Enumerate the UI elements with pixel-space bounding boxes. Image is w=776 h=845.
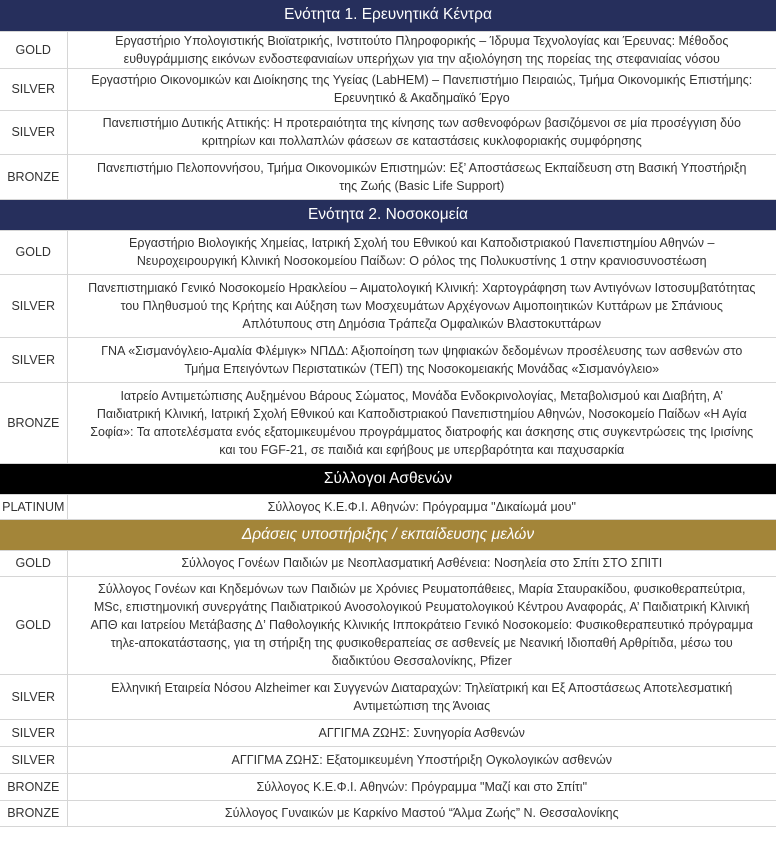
award-description-line: της Ζωής (Basic Life Support): [339, 178, 505, 193]
award-level: BRONZE: [0, 382, 67, 463]
section-header-3: [0, 463, 776, 494]
award-description-line: Αντιμετώπιση της Άνοιας: [353, 698, 491, 713]
award-level: SILVER: [0, 674, 67, 719]
award-description-line: κριτηρίων και πολλαπλών φάσεων σε καταστάσεις κυκλοφοριακής συμφόρησης: [201, 134, 642, 148]
award-description: [67, 154, 776, 199]
award-description: [67, 550, 776, 576]
award-description-line: ΑΠΘ και Ιατρείου Μετάβασης Δ’ Παθολογικής Κλινικής Ιπποκράτειο Γενικό Νοσοκομείο: Φυσικοθεραπευτικό πρόγραμμα: [90, 618, 754, 632]
award-description-line: και του FGF-21, σε παιδιά και εφήβους με υπερβαρότητα και παχυσαρκία: [219, 442, 625, 457]
award-row: [0, 230, 776, 274]
award-description-line: Σύλλογος Γονέων Παιδιών με Νεοπλασματική Ασθένεια: Νοσηλεία στο Σπίτι ΣΤΟ ΣΠΙΤΙ: [181, 556, 663, 570]
section-header-4: [0, 519, 776, 550]
award-level: GOLD: [0, 31, 67, 68]
award-description-line: ΓΝΑ «Σισμανόγλειο-Αμαλία Φλέμιγκ» ΝΠΔΔ: Αξιοποίηση των ψηφιακών δεδομένων προσέλευσης των ασθενών στο: [101, 343, 743, 358]
award-level: SILVER: [0, 719, 67, 746]
award-row: [0, 31, 776, 68]
award-description: [67, 31, 776, 68]
award-description: [67, 746, 776, 773]
award-description-line: MSc, επιστημονική συνεργάτης Παιδιατρικού Ανοσολογικού Ρευματολογικού Κέντρου Αναφοράς, Α’ Παιδιατρική Κλινική: [93, 600, 750, 614]
award-description-line: τηλε-αποκατάστασης, για τη στήριξη της φυσικοθεραπείας σε ασθενείς με Νεανική Ιδιοπαθή Αρθρίτιδα, μέσω του: [110, 636, 733, 650]
award-level: GOLD: [0, 550, 67, 576]
award-row: [0, 773, 776, 800]
award-row: [0, 576, 776, 674]
section-title: Ενότητα 2. Νοσοκομεία: [0, 199, 776, 230]
award-level: BRONZE: [0, 800, 67, 826]
award-description-line: Ελληνική Εταιρεία Νόσου Alzheimer και Συγγενών Διαταραχών: Τηλεϊατρική και Εξ Αποστάσεως Αποτελεσματική: [111, 680, 733, 695]
award-row: [0, 154, 776, 199]
award-level: SILVER: [0, 110, 67, 154]
award-row: [0, 674, 776, 719]
award-level: BRONZE: [0, 154, 67, 199]
award-level: SILVER: [0, 274, 67, 337]
award-level: SILVER: [0, 337, 67, 382]
award-description: [67, 800, 776, 826]
award-row: [0, 382, 776, 463]
section-header-1: [0, 0, 776, 31]
award-level: SILVER: [0, 746, 67, 773]
award-level: SILVER: [0, 68, 67, 110]
award-row: [0, 800, 776, 826]
award-description-line: του Πληθυσμού της Κρήτης και Αύξηση των Μοσχευμάτων Αρχέγονων Αιμοποιητικών Κυττάρων με Σπάνιους: [120, 298, 723, 313]
award-description: [67, 110, 776, 154]
award-description-line: ευθυγράμμισης εικόνων ενδοστεφανιαίων υπερήχων για την αξιολόγηση της πορείας της στεφανιαίας νόσου: [123, 51, 720, 66]
award-level: GOLD: [0, 576, 67, 674]
award-description-line: Σύλλογος Γυναικών με Καρκίνο Μαστού “Άλμα Ζωής” Ν. Θεσσαλονίκης: [224, 806, 619, 820]
award-description: [67, 230, 776, 274]
award-level: BRONZE: [0, 773, 67, 800]
award-description-line: Νευροχειρουργική Κλινική Νοσοκομείου Παίδων: Ο ρόλος της Πολυκυστίνης 1 στην κρανιοσυνοστέωση: [136, 254, 707, 268]
section-title: Δράσεις υποστήριξης / εκπαίδευσης μελών: [0, 519, 776, 550]
award-row: [0, 274, 776, 337]
award-description-line: Σύλλογος Γονέων και Κηδεμόνων των Παιδιών με Χρόνιες Ρευματοπάθειες, Μαρία Σταυρακίδου, φυσικοθεραπεύτρια,: [97, 582, 746, 596]
section-header-2: [0, 199, 776, 230]
award-description-line: Παιδιατρική Κλινική, Ιατρική Σχολή Εθνικού και Καποδιστριακού Πανεπιστημίου Αθηνών, Νοσοκομείο Παίδων «Η Αγία: [96, 406, 747, 421]
award-row: [0, 719, 776, 746]
award-description: [67, 382, 776, 463]
award-description-line: Εργαστήριο Οικονομικών και Διοίκησης της Υγείας (LabHEM) – Πανεπιστήμιο Πειραιώς, Τμήμα Οικονομικής Επιστήμης:: [91, 73, 753, 87]
award-row: [0, 337, 776, 382]
award-description: [67, 773, 776, 800]
award-description-line: Σύλλογος Κ.Ε.Φ.Ι. Αθηνών: Πρόγραμμα "Δικαίωμά μου": [267, 499, 576, 514]
award-description-line: Σοφία»: Τα αποτελέσματα ενός εξατομικευμένου προγράμματος διατροφής και άσκησης στις συγκεντρώσεις της Ιρισίνης: [90, 424, 754, 439]
award-description: [67, 674, 776, 719]
award-row: [0, 550, 776, 576]
award-description: [67, 68, 776, 110]
award-row: [0, 494, 776, 519]
award-description-line: Εργαστήριο Υπολογιστικής Βιοϊατρικής, Ινστιτούτο Πληροφορικής – Ίδρυμα Τεχνολογίας και Έρευνας: Μέθοδος: [115, 33, 729, 48]
award-description-line: Πανεπιστήμιο Δυτικής Αττικής: Η προτεραιότητα της κίνησης των ασθενοφόρων βασιζόμενοι σε μία προσέγγιση δύο: [102, 116, 741, 130]
award-description-line: ΑΓΓΙΓΜΑ ΖΩΗΣ: Συνηγορία Ασθενών: [318, 725, 525, 740]
award-row: [0, 746, 776, 773]
award-description: [67, 494, 776, 519]
award-level: GOLD: [0, 230, 67, 274]
award-description-line: Εργαστήριο Βιολογικής Χημείας, Ιατρική Σχολή του Εθνικού και Καποδιστριακού Πανεπιστημίου Αθηνών –: [129, 236, 715, 250]
award-description-line: ΑΓΓΙΓΜΑ ΖΩΗΣ: Εξατομικευμένη Υποστήριξη Ογκολογικών ασθενών: [231, 752, 612, 767]
section-title: Σύλλογοι Ασθενών: [0, 463, 776, 494]
award-description-line: Σύλλογος Κ.Ε.Φ.Ι. Αθηνών: Πρόγραμμα "Μαζί και στο Σπίτι": [256, 779, 588, 794]
award-description-line: Τμήμα Επειγόντων Περιστατικών (ΤΕΠ) της Νοσοκομειακής Μονάδας «Σισμανόγλειο»: [184, 361, 660, 376]
award-description: [67, 719, 776, 746]
award-description-line: Πανεπιστήμιο Πελοποννήσου, Τμήμα Οικονομικών Επιστημών: Εξ’ Αποστάσεως Εκπαίδευση στη Βασική Υποστήριξη: [97, 160, 747, 175]
award-level: PLATINUM: [0, 494, 67, 519]
award-description-line: Ερευνητικό & Ακαδημαϊκό Έργο: [333, 91, 510, 105]
award-description: [67, 337, 776, 382]
award-description-line: διαδικτύου Θεσσαλονίκης, Pfizer: [331, 654, 512, 668]
award-row: [0, 68, 776, 110]
award-description: [67, 274, 776, 337]
award-description: [67, 576, 776, 674]
award-description-line: Πανεπιστημιακό Γενικό Νοσοκομείο Ηρακλείου – Αιματολογική Κλινική: Χαρτογράφηση των Αντιγόνων Ιστοσυμβατότητας: [88, 280, 756, 295]
section-title: Ενότητα 1. Ερευνητικά Κέντρα: [0, 0, 776, 31]
award-row: [0, 110, 776, 154]
award-description-line: Ιατρείο Αντιμετώπισης Αυξημένου Βάρους Σώματος, Μονάδα Ενδοκρινολογίας, Μεταβολισμού και Διαβήτη, Α’: [120, 388, 724, 403]
award-description-line: Απλότυπους στη Δημόσια Τράπεζα Ομφαλικών Βλαστοκυττάρων: [242, 316, 602, 331]
